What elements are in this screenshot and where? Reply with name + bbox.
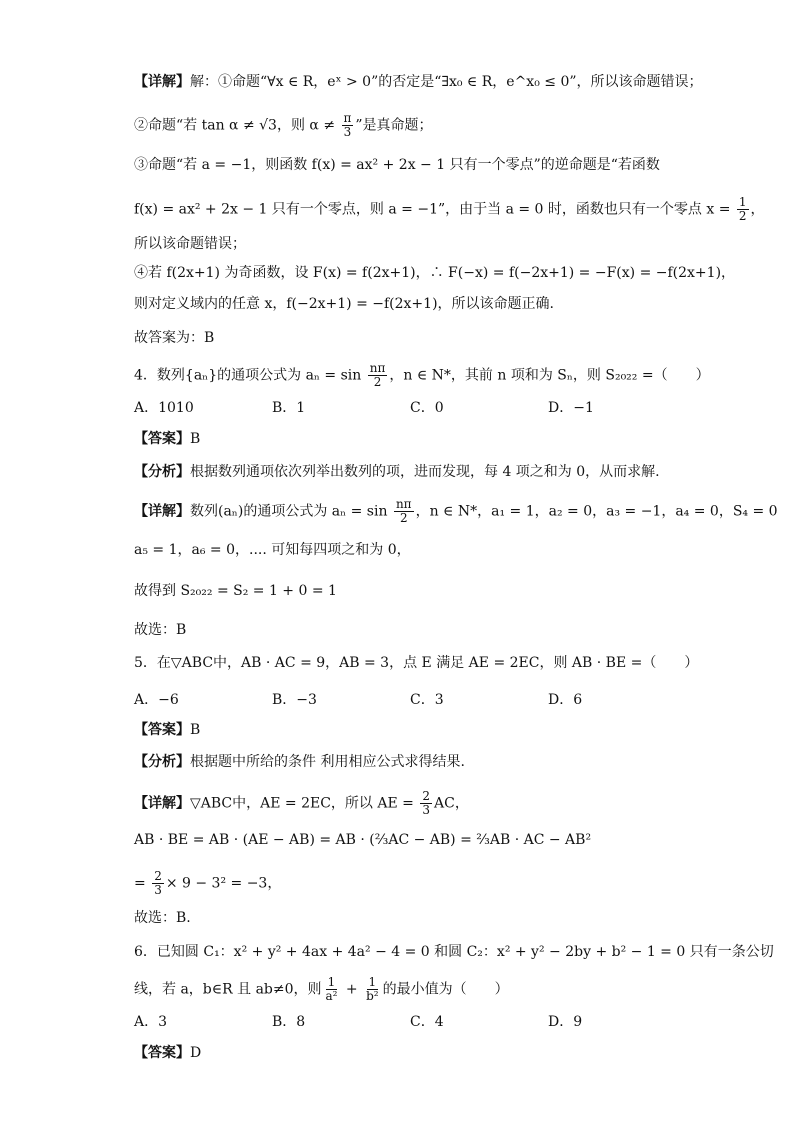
frac-den: 3 [343, 125, 352, 139]
q4-detail-line3: 故得到 S₂₀₂₂ = S₂ = 1 + 0 = 1 [134, 583, 337, 599]
q6-option-a: A．3 [134, 1014, 168, 1030]
frac-den: b² [366, 989, 379, 1003]
frac-num: 1 [327, 975, 336, 989]
q6-line2-prefix: 线，若 a，b∈R 且 ab≠0，则 [134, 981, 322, 998]
q4-detail-line1 [134, 498, 778, 525]
detail-tag: 【详解】 [134, 74, 190, 90]
detail-tag: 【详解】 [134, 503, 190, 520]
fraction [152, 870, 164, 897]
q6-option-d: D．9 [548, 1014, 583, 1030]
frac-num: 1 [738, 195, 747, 209]
q3-line1-text: 解：①命题“∀x ∈ R，eˣ > 0”的否定是“∃x₀ ∈ R，e^x₀ ≤ 0”，所以该命题错误； [190, 74, 703, 90]
fraction [364, 976, 381, 1003]
frac-den: 3 [422, 803, 430, 817]
q4-stem-prefix: 4．数列{aₙ}的通项公式为 aₙ = sin [134, 367, 366, 384]
q5-choose: 故选：B. [134, 910, 191, 926]
frac-num: π [343, 111, 352, 125]
q4-option-d: D．−1 [548, 400, 594, 416]
answer-text: D [190, 1045, 202, 1061]
q3-line2-suffix: ”是真命题； [355, 117, 433, 134]
fraction [324, 976, 340, 1003]
q4-option-a: A．1010 [134, 400, 194, 416]
frac-num: 2 [154, 869, 162, 883]
q5-detail-line1 [134, 790, 469, 817]
analysis-tag: 【分析】 [134, 464, 190, 480]
q4-stem [134, 362, 710, 389]
q3-detail-line1 [134, 72, 703, 92]
analysis-tag: 【分析】 [134, 754, 190, 770]
q4-detail-prefix: 数列(aₙ)的通项公式为 aₙ = sin [190, 503, 392, 520]
q3-line2-prefix: ②命题“若 tan α ≠ √3，则 α ≠ [134, 117, 340, 134]
frac-den: 2 [399, 511, 408, 525]
q5-stem: 5．在▽ABC中，AB · AC = 9，AB = 3，点 E 满足 AE = 2EC，则 AB · BE =（ ） [134, 655, 699, 671]
q3-line4-prefix: f(x) = ax² + 2x − 1 只有一个零点，则 a = −1”，由于当 a = 0 时，函数也只有一个零点 x = [134, 201, 735, 218]
frac-num: nπ [395, 497, 412, 511]
frac-den: 3 [154, 883, 162, 897]
q5-line3-suffix: × 9 − 3² = −3， [165, 875, 282, 892]
fraction [368, 362, 388, 389]
q5-detail-suffix: AC， [434, 795, 469, 812]
fraction [342, 112, 354, 139]
frac-num: 2 [422, 789, 430, 803]
q4-analysis [134, 462, 660, 482]
q3-line4-suffix: ， [750, 201, 765, 218]
frac-den: 2 [738, 209, 747, 223]
analysis-text: 根据数列通项依次列举出数列的项，进而发现，每 4 项之和为 0，从而求解. [190, 464, 660, 480]
frac-den: a² [325, 989, 338, 1003]
answer-tag: 【答案】 [134, 1045, 190, 1061]
fraction [737, 196, 749, 223]
answer-tag: 【答案】 [134, 722, 190, 738]
q5-option-a: A．−6 [134, 692, 179, 708]
q5-answer [134, 720, 200, 740]
q5-line3-prefix: = [134, 875, 151, 892]
q5-detail-line3 [134, 870, 281, 897]
q6-answer [134, 1043, 201, 1063]
q3-detail-line5: 所以该命题错误； [134, 236, 246, 252]
q3-detail-line7: 则对定义域内的任意 x，f(−2x+1) = −f(2x+1)，所以该命题正确. [134, 296, 554, 312]
answer-tag: 【答案】 [134, 431, 190, 447]
q4-choose: 故选：B [134, 622, 187, 638]
q3-detail-line3: ③命题“若 a = −1，则函数 f(x) = ax² + 2x − 1 只有一个零点”的逆命题是“若函数 [134, 157, 660, 173]
q3-detail-line4 [134, 196, 765, 223]
q6-option-c: C．4 [410, 1014, 444, 1030]
q3-detail-line6: ④若 f(2x+1) 为奇函数，设 F(x) = f(2x+1)，∴ F(−x) = f(−2x+1) = −F(x) = −f(2x+1)， [134, 265, 736, 281]
q6-line2-suffix: 的最小值为（ ） [382, 981, 509, 998]
q6-stem-line2 [134, 976, 509, 1003]
q4-stem-suffix: ，n ∈ N*，其前 n 项和为 Sₙ，则 S₂₀₂₂ =（ ） [389, 367, 710, 384]
frac-den: 2 [373, 375, 382, 389]
q4-detail-suffix: ，n ∈ N*，a₁ = 1，a₂ = 0，a₃ = −1，a₄ = 0，S₄ = 0 [415, 503, 778, 520]
q6-option-b: B．8 [272, 1014, 306, 1030]
q3-detail-line2 [134, 112, 433, 139]
plus-sign: + [341, 981, 363, 998]
q4-option-b: B．1 [272, 400, 306, 416]
q5-option-b: B．−3 [272, 692, 317, 708]
answer-text: B [190, 431, 201, 447]
answer-text: B [190, 722, 201, 738]
q5-analysis [134, 752, 465, 772]
q4-answer [134, 429, 200, 449]
analysis-text: 根据题中所给的条件 利用相应公式求得结果. [190, 754, 465, 770]
detail-tag: 【详解】 [134, 795, 190, 812]
fraction [420, 790, 432, 817]
fraction [394, 498, 414, 525]
q5-option-c: C．3 [410, 692, 444, 708]
q4-detail-line2: a₅ = 1，a₆ = 0，.... 可知每四项之和为 0， [134, 542, 411, 558]
frac-num: nπ [369, 361, 386, 375]
q6-stem-line1: 6．已知圆 C₁：x² + y² + 4ax + 4a² − 4 = 0 和圆 C₂：x² + y² − 2by + b² − 1 = 0 只有一条公切 [134, 944, 774, 960]
frac-num: 1 [368, 975, 377, 989]
q5-option-d: D．6 [548, 692, 583, 708]
q4-option-c: C．0 [410, 400, 444, 416]
q3-answer: 故答案为：B [134, 330, 215, 346]
q5-detail-line2: AB · BE = AB · (AE − AB) = AB · (⅔AC − AB) = ⅔AB · AC − AB² [134, 832, 592, 848]
q5-detail-prefix: ▽ABC中，AE = 2EC，所以 AE = [190, 795, 419, 812]
